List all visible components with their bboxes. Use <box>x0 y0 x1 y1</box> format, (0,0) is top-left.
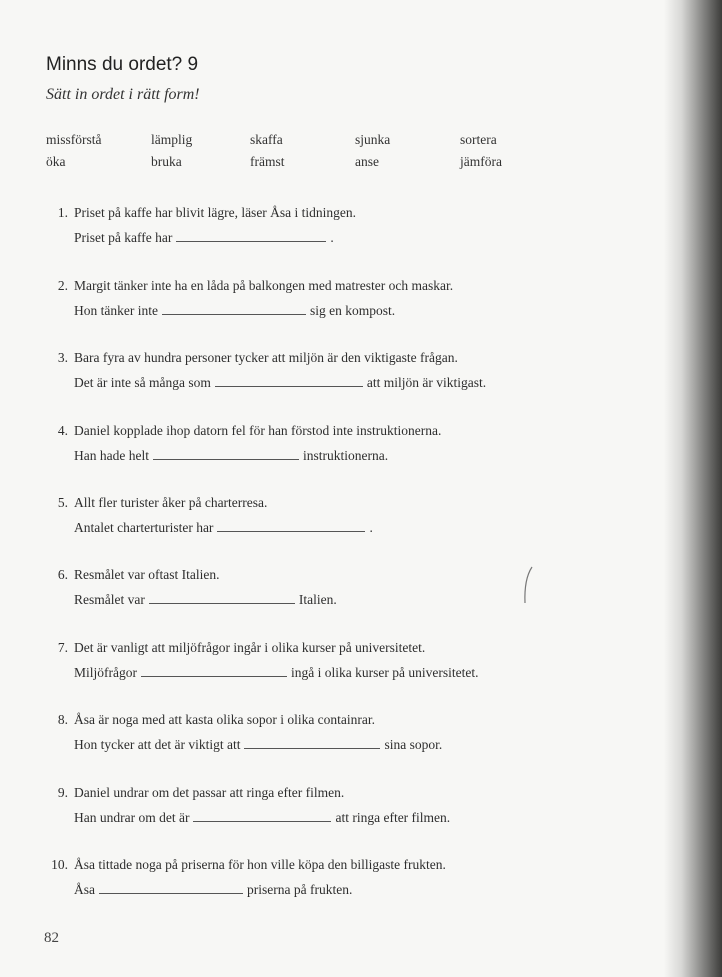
answer-blank[interactable] <box>193 808 331 822</box>
word-bank-word: missförstå <box>46 132 102 147</box>
word-bank <box>46 132 566 176</box>
exercise-sentence: Åsa tittade noga på priserna för hon ville köpa den billigaste frukten. <box>74 857 446 872</box>
answer-suffix: att miljön är viktigast. <box>366 375 487 390</box>
book-gutter-shadow <box>664 0 722 977</box>
word-bank-row <box>46 132 566 154</box>
exercise-number: 4. <box>57 423 68 438</box>
answer-blank[interactable] <box>217 518 365 532</box>
exercise-sentence: Daniel undrar om det passar att ringa efter filmen. <box>74 785 345 800</box>
answer-prefix: Det är inte så många som <box>74 375 211 390</box>
exercise-number: 6. <box>57 567 68 582</box>
exercise-item <box>48 494 568 542</box>
exercise-item <box>48 566 568 614</box>
exercise-sentence: Priset på kaffe har blivit lägre, läser Åsa i tidningen. <box>74 205 357 220</box>
exercise-number: 5. <box>57 495 68 510</box>
exercise-item <box>48 711 568 759</box>
answer-prefix: Resmålet var <box>74 592 145 607</box>
exercise-item <box>48 204 568 252</box>
exercise-sentence: Margit tänker inte ha en låda på balkongen med matrester och maskar. <box>74 278 454 293</box>
word-bank-word: bruka <box>151 154 182 169</box>
word-bank-word: anse <box>355 154 379 169</box>
page-title: Minns du ordet? 9 <box>46 54 199 75</box>
exercise-item <box>48 422 568 470</box>
answer-suffix: ingå i olika kurser på universitetet. <box>291 665 479 680</box>
word-bank-word: sortera <box>460 132 497 147</box>
answer-suffix: att ringa efter filmen. <box>335 810 451 825</box>
exercise-sentence: Daniel kopplade ihop datorn fel för han förstod inte instruktionerna. <box>74 423 442 438</box>
pencil-margin-mark <box>520 565 534 605</box>
answer-blank[interactable] <box>99 880 243 894</box>
exercise-number: 10. <box>51 857 68 872</box>
answer-blank[interactable] <box>244 735 380 749</box>
answer-blank[interactable] <box>176 228 326 242</box>
answer-prefix: Han undrar om det är <box>74 810 190 825</box>
answer-suffix: instruktionerna. <box>302 448 389 463</box>
exercise-item <box>48 856 568 904</box>
exercise-number: 3. <box>57 350 68 365</box>
answer-prefix: Åsa <box>74 882 95 897</box>
exercise-sentence: Resmålet var oftast Italien. <box>74 567 220 582</box>
answer-prefix: Hon tänker inte <box>74 303 158 318</box>
exercise-item <box>48 639 568 687</box>
word-bank-word: sjunka <box>355 132 391 147</box>
answer-suffix: . <box>369 520 373 535</box>
exercise-item <box>48 277 568 325</box>
page-number: 82 <box>44 930 59 946</box>
exercise-sentence: Bara fyra av hundra personer tycker att miljön är den viktigaste frågan. <box>74 350 458 365</box>
answer-prefix: Priset på kaffe har <box>74 230 173 245</box>
answer-prefix: Hon tycker att det är viktigt att <box>74 737 241 752</box>
word-bank-word: lämplig <box>151 132 193 147</box>
answer-blank[interactable] <box>162 301 306 315</box>
answer-blank[interactable] <box>149 590 295 604</box>
answer-prefix: Han hade helt <box>74 448 149 463</box>
answer-suffix: sina sopor. <box>384 737 443 752</box>
exercise-item <box>48 349 568 397</box>
exercise-number: 1. <box>57 205 68 220</box>
answer-suffix: priserna på frukten. <box>247 882 353 897</box>
word-bank-word: främst <box>250 154 285 169</box>
answer-prefix: Antalet charterturister har <box>74 520 214 535</box>
exercise-number: 7. <box>57 640 68 655</box>
exercise-number: 2. <box>57 278 68 293</box>
exercise-number: 8. <box>57 712 68 727</box>
answer-suffix: . <box>330 230 334 245</box>
instruction-text: Sätt in ordet i rätt form! <box>46 86 200 103</box>
answer-suffix: Italien. <box>298 592 337 607</box>
word-bank-row <box>46 154 566 176</box>
answer-blank[interactable] <box>153 446 299 460</box>
word-bank-word: jämföra <box>460 154 502 169</box>
answer-suffix: sig en kompost. <box>309 303 396 318</box>
exercise-sentence: Allt fler turister åker på charterresa. <box>74 495 268 510</box>
answer-blank[interactable] <box>215 373 363 387</box>
word-bank-word: öka <box>46 154 66 169</box>
exercise-item <box>48 784 568 832</box>
exercise-sentence: Det är vanligt att miljöfrågor ingår i olika kurser på universitetet. <box>74 640 426 655</box>
exercise-sentence: Åsa är noga med att kasta olika sopor i olika containrar. <box>74 712 376 727</box>
exercise-number: 9. <box>57 785 68 800</box>
answer-blank[interactable] <box>141 663 287 677</box>
word-bank-word: skaffa <box>250 132 283 147</box>
answer-prefix: Miljöfrågor <box>74 665 137 680</box>
